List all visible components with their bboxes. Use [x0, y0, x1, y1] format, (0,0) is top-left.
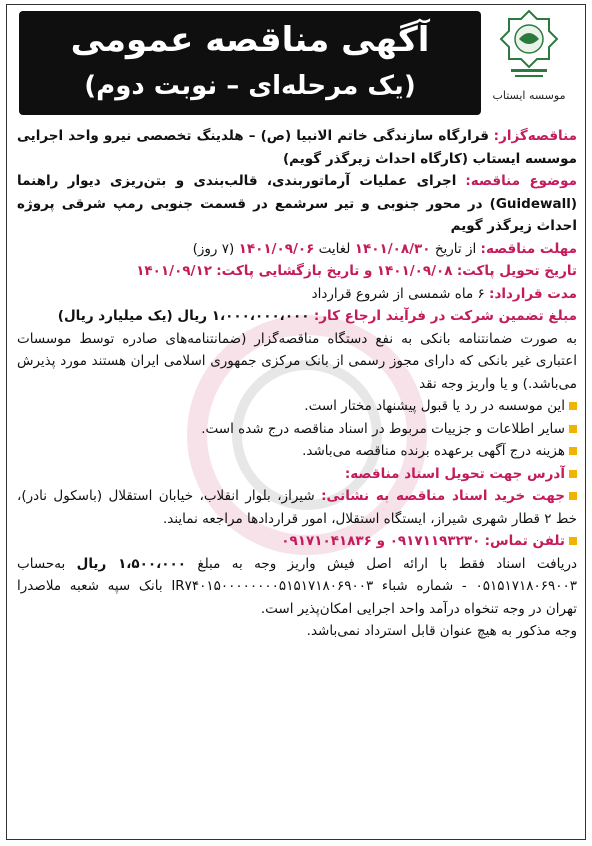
note-item [17, 395, 577, 418]
org-logo-icon [497, 9, 561, 81]
subject-label: موضوع مناقصه: [465, 173, 577, 189]
deadline-text-before: از تاریخ [434, 240, 477, 257]
purchase-label: جهت خرید اسناد مناقصه به نشانی: [321, 488, 565, 504]
contract-duration-text: ۶ ماه شمسی از شروع قرارداد [311, 285, 485, 302]
notice-subtitle: (یک مرحله‌ای – نوبت دوم) [84, 71, 416, 101]
note-text: هزینه درج آگهی برعهده برنده مناقصه می‌باشد. [302, 443, 565, 459]
payment-text-after: به‌حساب ۰۵۱۵۱۷۱۸۰۶۹۰۰۳ - شماره شباء IR۷۴۰۱۵۰۰۰۰۰۰۰۰۵۱۵۱۷۱۸۰۶۹۰۰۳ بانک سپه شعبه ملاصدرا تهران در وجه تنخواه درآمد واحد اجرایی امکان‌پذیر است. [17, 555, 577, 617]
packet-delivery-date: ۱۴۰۱/۰۹/۰۸ [376, 263, 453, 279]
purchase-paragraph [17, 485, 577, 530]
payment-paragraph [17, 553, 577, 621]
note-item [17, 440, 577, 463]
contract-duration-paragraph [17, 283, 577, 306]
notice-body [17, 125, 577, 643]
subject-paragraph [17, 170, 577, 238]
packet-delivery-label: تاریخ تحویل پاکت: [456, 263, 577, 279]
deadline-label: مهلت مناقصه: [480, 240, 577, 257]
deadline-from: ۱۴۰۱/۰۸/۳۰ [354, 240, 431, 257]
bullet-icon [569, 537, 577, 545]
bullet-icon [569, 447, 577, 455]
payment-note: وجه مذکور به هیچ عنوان قابل استرداد نمی‌باشد. [306, 623, 577, 639]
packet-dates-paragraph [17, 260, 577, 283]
deadline-text-mid: لغایت [318, 240, 351, 257]
packet-open-date: ۱۴۰۱/۰۹/۱۲ [136, 263, 212, 279]
guarantee-label: مبلغ تضمین شرکت در فرآیند ارجاع کار: [313, 308, 577, 324]
subject-text: اجرای عملیات آرماتوربندی، قالب‌بندی و بتن‌ریزی دیوار راهنما (Guidewall) در محور جنوبی و تیر سرشمع در قسمت جنوبی رمپ شرقی پروژه احداث زیرگذر گویم [17, 173, 577, 234]
org-caption: موسسه ایستاب [492, 89, 566, 102]
bullet-icon [569, 402, 577, 410]
deadline-to: ۱۴۰۱/۰۹/۰۶ [238, 240, 315, 257]
purchase-text: شیراز، بلوار انقلاب، خیابان استقلال (باسکول نادر)، خط ۲ قطار شهری شیراز، ایستگاه استقلال، امور قراردادها مراجعه نمایند. [17, 488, 577, 527]
notice-title: آگهی مناقصه عمومی [70, 20, 430, 60]
tender-notice [6, 4, 586, 840]
deadline-duration: (۷ روز) [192, 240, 235, 257]
note-text: سایر اطلاعات و جزییات مربوط در اسناد مناقصه درج شده است. [201, 420, 565, 437]
organizer-label: مناقصه‌گزار: [493, 128, 577, 144]
organizer-paragraph [17, 125, 577, 170]
phone-label: تلفن تماس: [484, 533, 565, 549]
bullet-icon [569, 425, 577, 433]
phone-paragraph [17, 530, 577, 553]
contract-duration-label: مدت قرارداد: [489, 285, 577, 302]
notice-header [7, 5, 585, 121]
guarantee-text: به صورت ضمانتنامه بانکی به نفع دستگاه مناقصه‌گزار (ضمانتنامه‌های صادره توسط موسسات اعتباری غیر بانکی که دارای مجوز رسمی از بانک مرکزی جمهوری اسلامی ایران هستند مورد پذیرش می‌باشد.) و یا واریز وجه نقد [17, 330, 577, 392]
payment-text-before: دریافت اسناد فقط با ارائه اصل فیش واریز وجه به مبلغ [197, 555, 577, 572]
bullet-icon [569, 470, 577, 478]
title-banner [19, 11, 481, 115]
deadline-paragraph [17, 238, 577, 261]
guarantee-amount: ۱،۰۰۰،۰۰۰،۰۰۰ ریال (یک میلیارد ریال) [57, 308, 310, 324]
guarantee-paragraph [17, 305, 577, 328]
packet-open-label: و تاریخ بازگشایی پاکت: [216, 263, 373, 279]
note-text: این موسسه در رد یا قبول پیشنهاد مختار است. [304, 398, 565, 414]
org-logo-block [481, 9, 577, 121]
phone-numbers: ۰۹۱۷۱۱۹۳۲۳۰ و ۰۹۱۷۱۰۴۱۸۳۶ [281, 533, 481, 549]
payment-amount: ۱،۵۰۰،۰۰۰ ریال [76, 555, 186, 572]
note-item [17, 418, 577, 441]
address-heading: آدرس جهت تحویل اسناد مناقصه: [344, 465, 565, 482]
organizer-text: قرارگاه سازندگی خاتم الانبیا (ص) – هلدینگ تخصصی نیرو واحد اجرایی موسسه ایستاب (کارگاه احداث زیرگذر گویم) [17, 128, 577, 167]
address-heading-paragraph [17, 463, 577, 486]
bullet-icon [569, 492, 577, 500]
